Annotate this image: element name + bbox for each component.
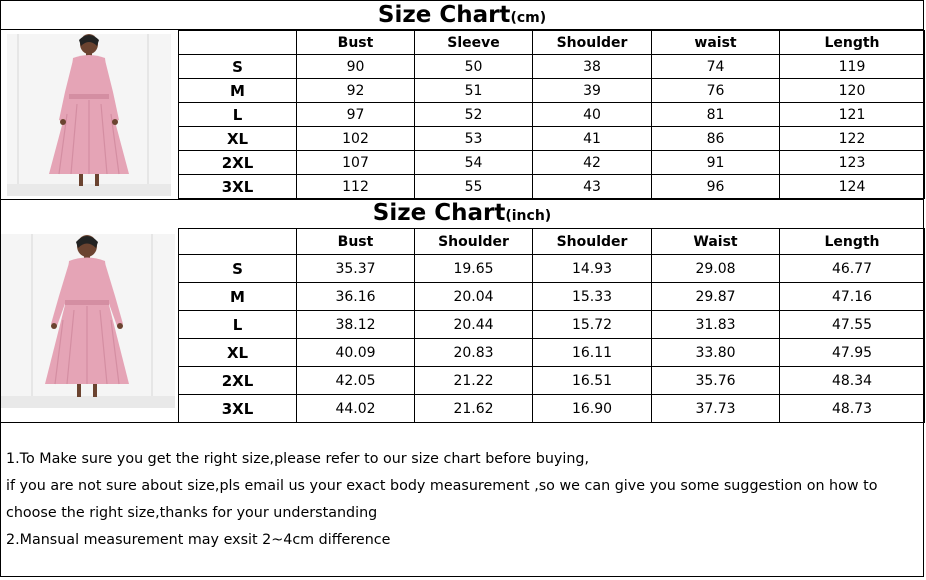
size-notes xyxy=(6,446,916,554)
cm-unit-label: (cm) xyxy=(510,10,547,26)
table-cell: 53 xyxy=(415,127,533,151)
inch-chart-title: Size Chart(inch) xyxy=(372,200,552,226)
table-cell: 37.73 xyxy=(652,395,780,423)
table-row xyxy=(179,151,925,175)
size-label: M xyxy=(179,283,297,311)
table-cell: 16.90 xyxy=(533,395,652,423)
table-cell: 35.76 xyxy=(652,367,780,395)
table-row xyxy=(179,283,925,311)
table-row xyxy=(179,395,925,423)
table-cell: 39 xyxy=(533,79,652,103)
size-label: M xyxy=(179,79,297,103)
table-cell: 123 xyxy=(780,151,925,175)
size-label: S xyxy=(179,55,297,79)
table-cell: 107 xyxy=(297,151,415,175)
table-row xyxy=(179,255,925,283)
table-cell: 119 xyxy=(780,55,925,79)
table-cell: 86 xyxy=(652,127,780,151)
size-label: L xyxy=(179,311,297,339)
table-cell: 96 xyxy=(652,175,780,199)
column-header: Sleeve xyxy=(415,31,533,55)
table-cell: 81 xyxy=(652,103,780,127)
table-cell: 14.93 xyxy=(533,255,652,283)
table-cell: 29.08 xyxy=(652,255,780,283)
table-cell: 48.34 xyxy=(780,367,925,395)
table-cell: 20.04 xyxy=(415,283,533,311)
inch-size-table xyxy=(178,228,925,423)
table-cell: 40.09 xyxy=(297,339,415,367)
table-cell: 46.77 xyxy=(780,255,925,283)
table-cell: 48.73 xyxy=(780,395,925,423)
table-cell: 20.44 xyxy=(415,311,533,339)
table-cell: 40 xyxy=(533,103,652,127)
table-cell: 90 xyxy=(297,55,415,79)
table-cell: 38 xyxy=(533,55,652,79)
table-row xyxy=(179,79,925,103)
dress-photo-inch xyxy=(1,234,175,408)
table-cell: 120 xyxy=(780,79,925,103)
table-cell: 112 xyxy=(297,175,415,199)
table-cell: 35.37 xyxy=(297,255,415,283)
table-cell: 44.02 xyxy=(297,395,415,423)
table-cell: 54 xyxy=(415,151,533,175)
table-row xyxy=(179,175,925,199)
table-cell: 19.65 xyxy=(415,255,533,283)
table-cell: 31.83 xyxy=(652,311,780,339)
dress-photo-cm xyxy=(7,34,171,196)
table-cell: 76 xyxy=(652,79,780,103)
cm-chart-title: Size Chart(cm) xyxy=(377,2,547,28)
dress-model-image xyxy=(7,34,171,196)
note-line: 2.Mansual measurement may exsit 2~4cm difference xyxy=(6,532,391,548)
column-header: Length xyxy=(780,31,925,55)
cm-size-table xyxy=(178,30,925,199)
size-label: XL xyxy=(179,127,297,151)
table-cell: 42.05 xyxy=(297,367,415,395)
table-cell: 29.87 xyxy=(652,283,780,311)
column-header: waist xyxy=(652,31,780,55)
table-cell: 43 xyxy=(533,175,652,199)
column-header: Shoulder xyxy=(533,31,652,55)
column-header: Waist xyxy=(652,229,780,255)
table-row xyxy=(179,55,925,79)
table-cell: 91 xyxy=(652,151,780,175)
table-cell: 74 xyxy=(652,55,780,79)
size-label: 3XL xyxy=(179,175,297,199)
size-label: XL xyxy=(179,339,297,367)
table-cell: 121 xyxy=(780,103,925,127)
size-label: L xyxy=(179,103,297,127)
inch-unit-label: (inch) xyxy=(505,208,552,224)
table-row xyxy=(179,311,925,339)
table-cell: 33.80 xyxy=(652,339,780,367)
table-cell: 16.51 xyxy=(533,367,652,395)
size-label: 2XL xyxy=(179,367,297,395)
table-header-row xyxy=(179,229,925,255)
column-header: Length xyxy=(780,229,925,255)
note-line: if you are not sure about size,pls email us your exact body measurement ,so we can give you some suggestion on how to xyxy=(6,478,878,494)
table-cell: 15.33 xyxy=(533,283,652,311)
column-header: Bust xyxy=(297,229,415,255)
column-header: Shoulder xyxy=(415,229,533,255)
table-cell: 122 xyxy=(780,127,925,151)
table-cell: 102 xyxy=(297,127,415,151)
table-cell: 38.12 xyxy=(297,311,415,339)
table-cell: 47.55 xyxy=(780,311,925,339)
size-label: S xyxy=(179,255,297,283)
table-row xyxy=(179,339,925,367)
table-cell: 51 xyxy=(415,79,533,103)
size-label: 3XL xyxy=(179,395,297,423)
column-header: Bust xyxy=(297,31,415,55)
table-row xyxy=(179,367,925,395)
table-cell: 92 xyxy=(297,79,415,103)
table-cell: 16.11 xyxy=(533,339,652,367)
table-row xyxy=(179,103,925,127)
table-cell: 21.62 xyxy=(415,395,533,423)
table-cell: 124 xyxy=(780,175,925,199)
table-cell: 50 xyxy=(415,55,533,79)
table-cell: 15.72 xyxy=(533,311,652,339)
table-cell: 41 xyxy=(533,127,652,151)
table-cell: 36.16 xyxy=(297,283,415,311)
table-cell: 52 xyxy=(415,103,533,127)
table-cell: 21.22 xyxy=(415,367,533,395)
note-line: 1.To Make sure you get the right size,please refer to our size chart before buying, xyxy=(6,451,590,467)
column-header xyxy=(179,31,297,55)
table-cell: 20.83 xyxy=(415,339,533,367)
table-cell: 55 xyxy=(415,175,533,199)
table-cell: 42 xyxy=(533,151,652,175)
dress-model-image xyxy=(1,234,175,408)
divider xyxy=(0,422,924,423)
table-cell: 47.16 xyxy=(780,283,925,311)
table-row xyxy=(179,127,925,151)
table-cell: 47.95 xyxy=(780,339,925,367)
column-header: Shoulder xyxy=(533,229,652,255)
note-line: choose the right size,thanks for your understanding xyxy=(6,505,378,521)
size-label: 2XL xyxy=(179,151,297,175)
table-cell: 97 xyxy=(297,103,415,127)
table-header-row xyxy=(179,31,925,55)
column-header xyxy=(179,229,297,255)
